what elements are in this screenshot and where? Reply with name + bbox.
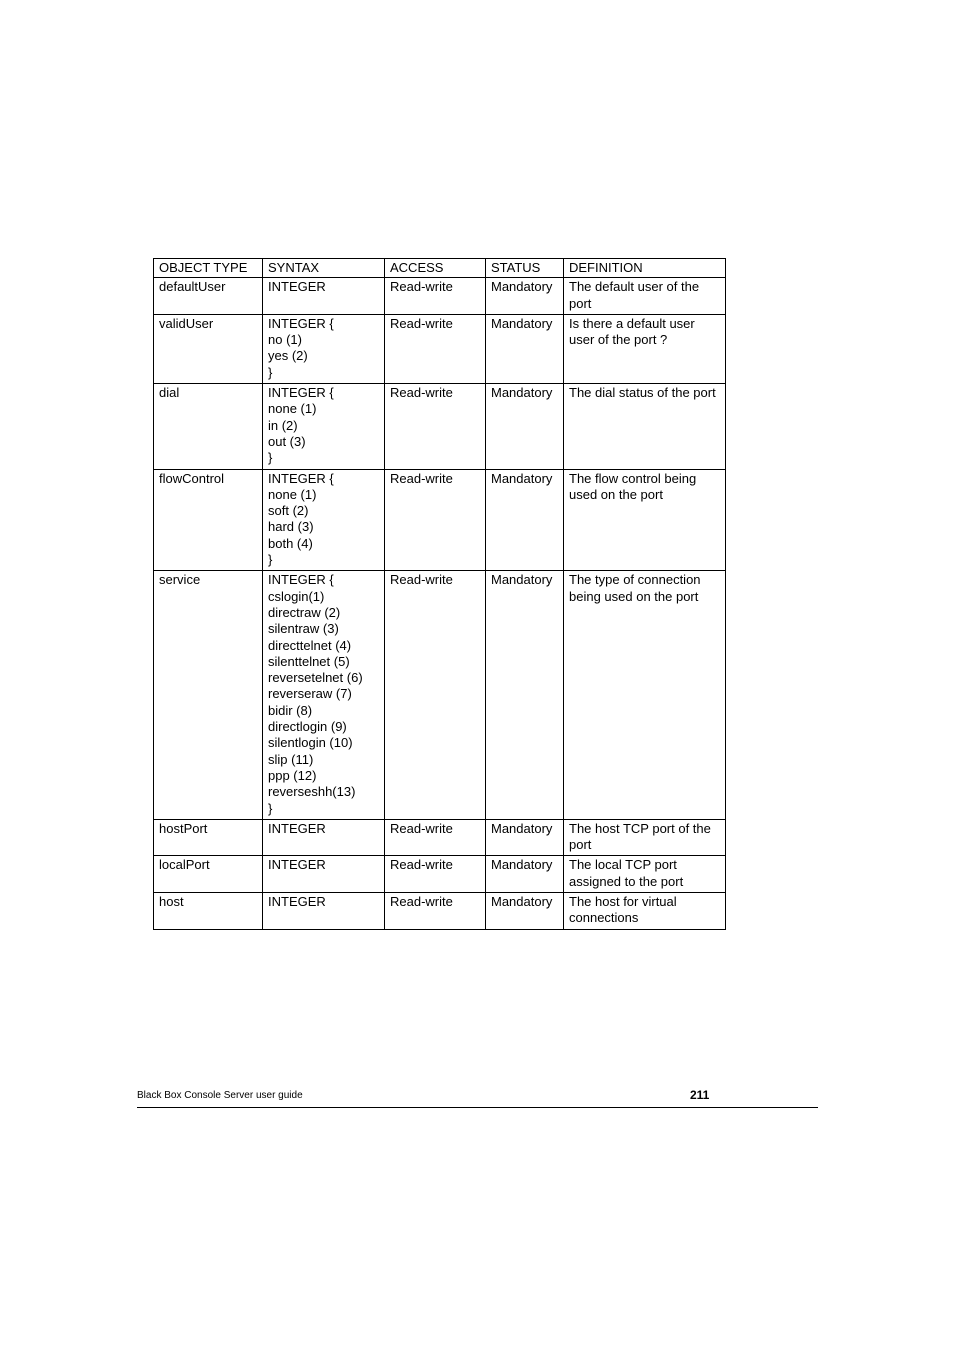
table-row xyxy=(154,892,726,929)
syntax-line: directraw (2) xyxy=(268,604,341,620)
cell-object-type: hostPort xyxy=(154,819,263,856)
syntax-line: no (1) xyxy=(268,332,302,348)
syntax-line: reversetelnet (6) xyxy=(268,670,363,686)
footer-divider xyxy=(137,1107,818,1108)
header-syntax: SYNTAX xyxy=(263,259,385,278)
cell-definition xyxy=(564,571,726,819)
page-number: 211 xyxy=(690,1088,710,1102)
cell-status: Mandatory xyxy=(486,856,564,893)
syntax-line: bidir (8) xyxy=(268,702,313,718)
cell-object-type: validUser xyxy=(154,314,263,383)
definition-line: The host for virtual xyxy=(569,893,677,909)
definition-line: The type of connection xyxy=(569,572,701,588)
syntax-line: silentlogin (10) xyxy=(268,735,353,751)
syntax-line: INTEGER { xyxy=(268,572,334,588)
cell-access: Read-write xyxy=(385,469,486,571)
table-body xyxy=(154,278,726,929)
syntax-line: INTEGER { xyxy=(268,470,334,486)
cell-definition xyxy=(564,384,726,469)
cell-access: Read-write xyxy=(385,571,486,819)
syntax-line: hard (3) xyxy=(268,519,314,535)
definition-line: used on the port xyxy=(569,486,663,502)
cell-access: Read-write xyxy=(385,384,486,469)
cell-access: Read-write xyxy=(385,819,486,856)
cell-syntax xyxy=(263,856,385,893)
table-row xyxy=(154,571,726,819)
syntax-line: in (2) xyxy=(268,417,298,433)
table-row xyxy=(154,469,726,571)
definition-line: Is there a default user xyxy=(569,315,695,331)
cell-syntax xyxy=(263,278,385,315)
syntax-line: yes (2) xyxy=(268,348,308,364)
cell-definition xyxy=(564,469,726,571)
syntax-line: out (3) xyxy=(268,433,306,449)
cell-object-type: flowControl xyxy=(154,469,263,571)
cell-object-type: defaultUser xyxy=(154,278,263,315)
syntax-line: slip (11) xyxy=(268,751,314,767)
cell-object-type: localPort xyxy=(154,856,263,893)
cell-syntax xyxy=(263,819,385,856)
mib-object-table xyxy=(153,258,726,930)
cell-syntax xyxy=(263,892,385,929)
cell-object-type: host xyxy=(154,892,263,929)
syntax-line: INTEGER { xyxy=(268,315,334,331)
syntax-line: directtelnet (4) xyxy=(268,637,352,653)
syntax-line: INTEGER xyxy=(268,857,326,873)
syntax-line: reverseraw (7) xyxy=(268,686,352,702)
table-header-row xyxy=(154,259,726,278)
syntax-line: none (1) xyxy=(268,486,317,502)
cell-access: Read-write xyxy=(385,278,486,315)
definition-line: connections xyxy=(569,910,639,926)
syntax-line: } xyxy=(268,364,273,380)
definition-line: port xyxy=(569,295,592,311)
cell-syntax xyxy=(263,384,385,469)
cell-access: Read-write xyxy=(385,314,486,383)
footer-document-title: Black Box Console Server user guide xyxy=(137,1090,303,1101)
definition-line: The flow control being xyxy=(569,470,697,486)
syntax-line: silenttelnet (5) xyxy=(268,653,350,669)
syntax-line: } xyxy=(268,552,273,568)
cell-definition xyxy=(564,819,726,856)
definition-line: port xyxy=(569,837,592,853)
cell-status: Mandatory xyxy=(486,314,564,383)
syntax-line: ppp (12) xyxy=(268,767,317,783)
cell-definition xyxy=(564,892,726,929)
cell-definition xyxy=(564,278,726,315)
table-row xyxy=(154,278,726,315)
cell-access: Read-write xyxy=(385,856,486,893)
syntax-line: directlogin (9) xyxy=(268,719,347,735)
header-status: STATUS xyxy=(486,259,564,278)
cell-status: Mandatory xyxy=(486,384,564,469)
cell-status: Mandatory xyxy=(486,892,564,929)
syntax-line: INTEGER xyxy=(268,893,326,909)
cell-status: Mandatory xyxy=(486,278,564,315)
syntax-line: INTEGER xyxy=(268,820,326,836)
header-access: ACCESS xyxy=(385,259,486,278)
table-row xyxy=(154,314,726,383)
syntax-line: INTEGER xyxy=(268,279,326,295)
syntax-line: cslogin(1) xyxy=(268,588,325,604)
definition-line: assigned to the port xyxy=(569,873,684,889)
header-object-type: OBJECT TYPE xyxy=(154,259,263,278)
definition-line: The local TCP port xyxy=(569,857,677,873)
syntax-line: reverseshh(13) xyxy=(268,784,356,800)
syntax-line: } xyxy=(268,450,273,466)
syntax-line: both (4) xyxy=(268,535,313,551)
cell-definition xyxy=(564,856,726,893)
definition-line: The dial status of the port xyxy=(569,385,716,401)
syntax-line: silentraw (3) xyxy=(268,621,339,637)
syntax-line: soft (2) xyxy=(268,503,309,519)
cell-access: Read-write xyxy=(385,892,486,929)
cell-definition xyxy=(564,314,726,383)
cell-syntax xyxy=(263,469,385,571)
cell-syntax xyxy=(263,571,385,819)
definition-line: user of the port ? xyxy=(569,332,668,348)
definition-line: The host TCP port of the xyxy=(569,820,711,836)
header-definition: DEFINITION xyxy=(564,259,726,278)
definition-line: The default user of the xyxy=(569,279,700,295)
cell-object-type: service xyxy=(154,571,263,819)
table-row xyxy=(154,856,726,893)
syntax-line: none (1) xyxy=(268,401,317,417)
cell-status: Mandatory xyxy=(486,571,564,819)
syntax-line: INTEGER { xyxy=(268,385,334,401)
table-row xyxy=(154,384,726,469)
table-row xyxy=(154,819,726,856)
cell-syntax xyxy=(263,314,385,383)
cell-status: Mandatory xyxy=(486,469,564,571)
syntax-line: } xyxy=(268,800,273,816)
cell-object-type: dial xyxy=(154,384,263,469)
cell-status: Mandatory xyxy=(486,819,564,856)
definition-line: being used on the port xyxy=(569,588,699,604)
